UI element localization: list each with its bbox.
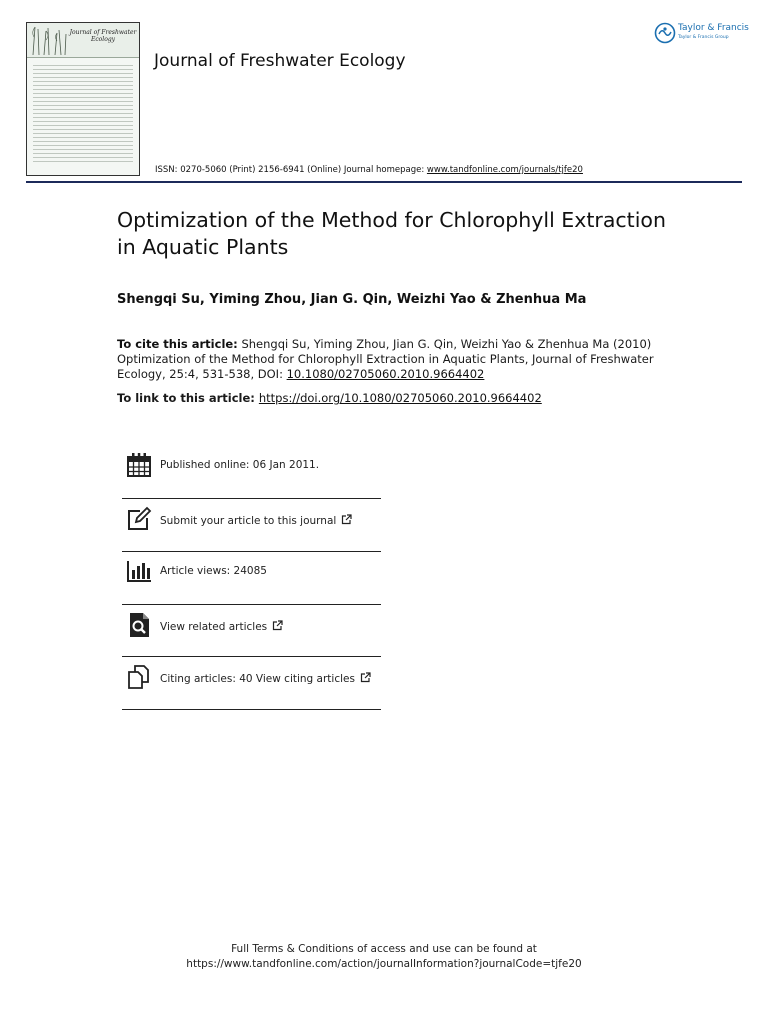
link-label: To link to this article: (117, 391, 255, 405)
cover-title: Journal of Freshwater Ecology (69, 29, 137, 43)
citation-block (117, 337, 657, 382)
published-online-row (122, 450, 381, 502)
citation-label: To cite this article: (117, 337, 238, 351)
publisher-subname: Taylor & Francis Group (678, 35, 729, 40)
article-authors: Shengqi Su, Yiming Zhou, Jian G. Qin, Weizhi Yao & Zhenhua Ma (117, 292, 587, 307)
related-search-icon (126, 612, 152, 638)
info-divider (122, 709, 381, 710)
journal-name: Journal of Freshwater Ecology (154, 51, 406, 71)
info-divider (122, 656, 381, 657)
journal-homepage-link[interactable]: www.tandfonline.com/journals/tjfe20 (426, 165, 583, 175)
citation-text: Shengqi Su, Yiming Zhou, Jian G. Qin, Weizhi Yao & Zhenhua Ma (2010) Optimization of the Method for Chlorophyll Extraction in Aquatic Plants, Journal of Freshwater Ecology, 25:4, 531-538, DOI: (117, 337, 654, 381)
calendar-icon (126, 452, 152, 478)
external-link-icon (341, 514, 352, 525)
edit-icon (126, 506, 152, 532)
publisher-logo-icon (654, 22, 676, 44)
issn-line (155, 165, 583, 175)
citing-articles-link[interactable] (160, 672, 371, 685)
citing-articles-text: Citing articles: 40 View citing articles (160, 673, 355, 685)
article-views-row (122, 556, 381, 608)
cover-contents-list (33, 65, 133, 165)
article-views-text: Article views: 24085 (160, 565, 267, 577)
footer-terms-url[interactable]: https://www.tandfonline.com/action/journalInformation?journalCode=tjfe20 (186, 958, 582, 970)
issn-text: ISSN: 0270-5060 (Print) 2156-6941 (Online) Journal homepage: (155, 165, 427, 175)
doi-link[interactable]: 10.1080/02705060.2010.9664402 (286, 367, 485, 381)
info-divider (122, 551, 381, 552)
citing-articles-icon (126, 664, 152, 690)
publisher-logo (654, 22, 749, 46)
article-title: Optimization of the Method for Chlorophyll Extraction in Aquatic Plants (117, 208, 666, 259)
bar-chart-icon (126, 558, 152, 584)
related-articles-link[interactable] (160, 620, 283, 633)
related-articles-row[interactable] (122, 610, 381, 662)
external-link-icon (360, 672, 371, 683)
submit-article-text: Submit your article to this journal (160, 515, 337, 527)
info-divider (122, 498, 381, 499)
related-articles-text: View related articles (160, 621, 268, 633)
external-link-icon (272, 620, 283, 631)
submit-article-row[interactable] (122, 504, 381, 556)
info-divider (122, 604, 381, 605)
article-doi-url-link[interactable]: https://doi.org/10.1080/02705060.2010.9664402 (258, 391, 542, 405)
article-link-line (117, 391, 542, 405)
publisher-name: Taylor & Francis (678, 23, 749, 33)
cover-header (27, 23, 139, 58)
cover-reeds-illustration (29, 25, 69, 55)
journal-cover-image (26, 22, 140, 176)
footer-terms-text: Full Terms & Conditions of access and use can be found at (231, 943, 537, 955)
citing-articles-row[interactable] (122, 662, 381, 714)
published-online-text: Published online: 06 Jan 2011. (160, 459, 320, 471)
footer (0, 942, 768, 972)
submit-article-link[interactable] (160, 514, 352, 527)
header-divider (26, 181, 742, 183)
